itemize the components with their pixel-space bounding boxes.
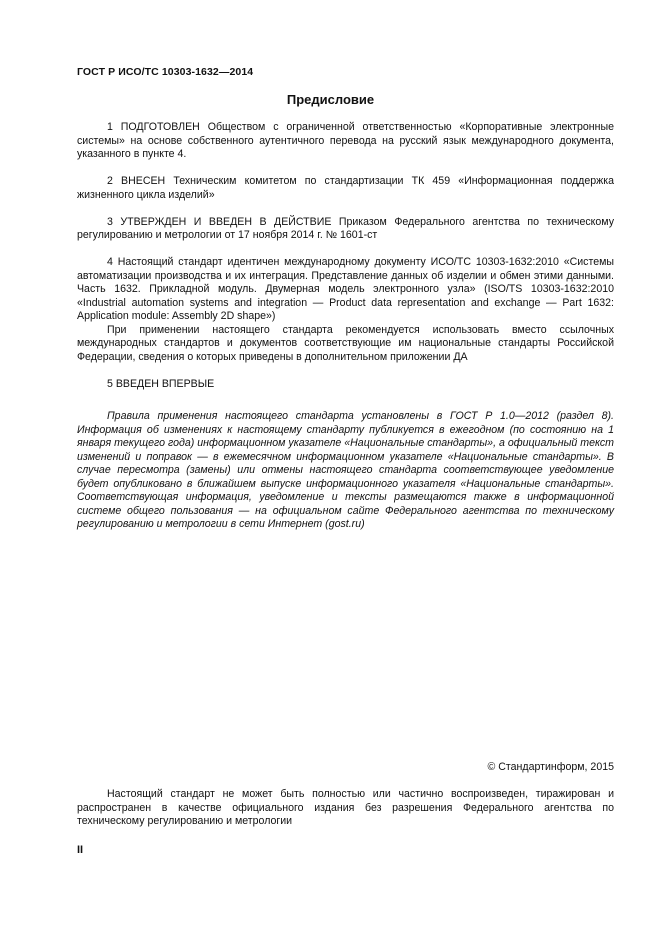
foreword-body	[77, 121, 614, 391]
paragraph-approved: 3 УТВЕРЖДЕН И ВВЕДЕН В ДЕЙСТВИЕ Приказом Федерального агентства по техническому регулированию и метрологии от 17 ноября 2014 г. № 1601-ст	[77, 215, 614, 241]
rights-notice	[77, 788, 614, 829]
notice-text: Правила применения настоящего стандарта установлены в ГОСТ Р 1.0—2012 (раздел 8). Информация об изменениях к настоящему стандарту публикуется в ежегодном (по состоянию на 1 января текущего года) информационном указателе «Национальные стандарты», а официальный текст изменений и поправок — в ежемесячном информационном указателе «Национальные стандарты». В случае пересмотра (замены) или отмены настоящего стандарта соответствующее уведомление будет опубликовано в ближайшем выпуске информационного указателя «Национальные стандарты». Соответствующая информация, уведомление и тексты размещаются также в информационной системе общего пользования — на официальном сайте Федерального агентства по техническому регулированию и метрологии в сети Интернет (gost.ru)	[77, 410, 614, 530]
page-title: Предисловие	[286, 92, 375, 107]
paragraph-identical: 4 Настоящий стандарт идентичен международному документу ИСО/ТС 10303-1632:2010 «Системы автоматизации производства и их интеграция. Представление данных об изделии и обмен этими данными. Часть 1632. Прикладной модуль. Двумерная модель электронного узла» (ISO/TS 10303-1632:2010 «Industrial automation systems and integration — Product data representation and exchange — Part 1632: Application module: Assembly 2D shape»)	[77, 256, 614, 322]
paragraph-prepared: 1 ПОДГОТОВЛЕН Обществом с ограниченной ответственностью «Корпоративные электронные системы» на основе собственного аутентичного перевода на русский язык международного документа, указанного в пункте 4.	[77, 121, 614, 160]
application-rules-notice	[77, 410, 614, 532]
copyright-line: © Стандартинформ, 2015	[487, 761, 614, 773]
document-header: ГОСТ Р ИСО/ТС 10303-1632—2014	[77, 66, 254, 78]
page-number: II	[77, 844, 84, 856]
paragraph-introduced: 5 ВВЕДЕН ВПЕРВЫЕ	[107, 377, 215, 390]
rights-text: Настоящий стандарт не может быть полностью или частично воспроизведен, тиражирован и распространен в качестве официального издания без разрешения Федерального агентства по техническому регулированию и метрологии	[77, 788, 614, 827]
paragraph-recommendation: При применении настоящего стандарта рекомендуется использовать вместо ссылочных международных стандартов и документов соответствующие им национальные стандарты Российской Федерации, сведения о которых приведены в дополнительном приложении ДА	[77, 323, 614, 363]
paragraph-submitted: 2 ВНЕСЕН Техническим комитетом по стандартизации ТК 459 «Информационная поддержка жизненного цикла изделий»	[77, 175, 614, 201]
